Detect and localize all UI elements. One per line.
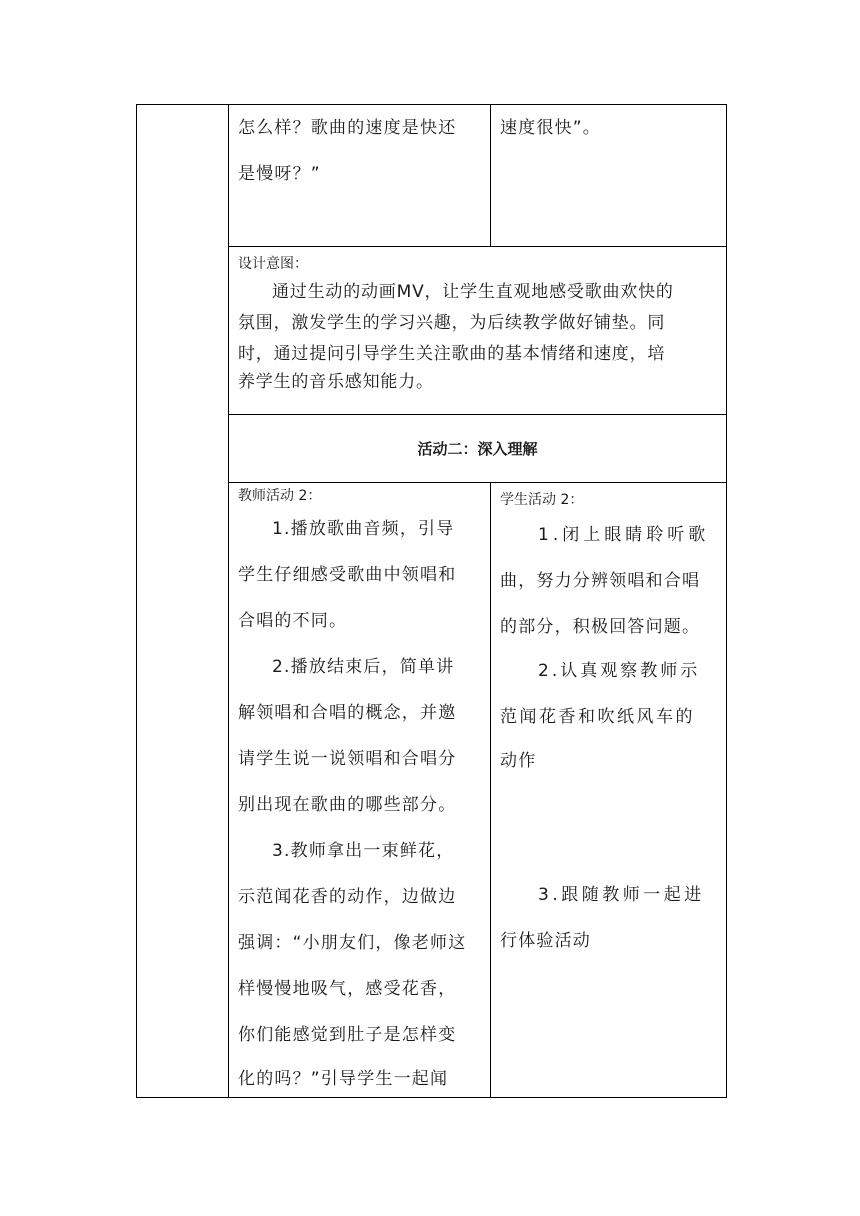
teacher-activity-line-2: 学生仔细感受歌曲中领唱和 bbox=[238, 565, 457, 585]
design-intent-label: 设计意图： bbox=[238, 256, 308, 272]
teacher-activity-line-6: 请学生说一说领唱和合唱分 bbox=[238, 749, 457, 769]
row1-middle-divider bbox=[490, 104, 491, 246]
teacher-activity-line-1: 1.播放歌曲音频，引导 bbox=[272, 519, 455, 539]
column-divider bbox=[228, 104, 229, 1098]
student-activity-line-8: 行体验活动 bbox=[500, 931, 591, 951]
teacher-activity-label: 教师活动 2： bbox=[238, 488, 322, 504]
student-activity-line-7: 3.跟随教师一起进 bbox=[538, 885, 705, 905]
teacher-activity-line-4: 2.播放结束后，简单讲 bbox=[272, 657, 455, 677]
student-continuation-line-1: 速度很快”。 bbox=[500, 118, 602, 138]
activity-title-cell bbox=[228, 414, 727, 482]
teacher-activity-line-7: 别出现在歌曲的哪些部分。 bbox=[238, 795, 457, 815]
teacher-activity-line-5: 解领唱和合唱的概念，并邀 bbox=[238, 703, 457, 723]
student-activity-line-6: 动作 bbox=[500, 751, 537, 771]
teacher-activity-line-11: 样慢慢地吸气，感受花香， bbox=[238, 979, 457, 999]
row-divider-3 bbox=[228, 482, 727, 483]
design-intent-line-2: 氛围，激发学生的学习兴趣，为后续教学做好铺垫。同 bbox=[238, 313, 666, 333]
teacher-activity-line-10: 强调：“小朋友们，像老师这 bbox=[238, 933, 467, 953]
student-activity-line-5: 范闻花香和吹纸风车的 bbox=[500, 707, 695, 727]
student-activity-line-4: 2.认真观察教师示 bbox=[538, 661, 701, 681]
teacher-activity-line-8: 3.教师拿出一束鲜花， bbox=[272, 841, 455, 861]
activity-title: 活动二：深入理解 bbox=[417, 439, 538, 458]
teacher-continuation-line-1: 怎么样？歌曲的速度是快还 bbox=[238, 118, 457, 138]
student-activity-line-3: 的部分，积极回答问题。 bbox=[500, 617, 701, 637]
teacher-continuation-line-2: 是慢呀？” bbox=[238, 164, 321, 184]
table-right-border bbox=[726, 104, 727, 1098]
design-intent-line-4: 养学生的音乐感知能力。 bbox=[238, 372, 434, 392]
activity-middle-divider bbox=[490, 482, 491, 1098]
teacher-activity-line-9: 示范闻花香的动作，边做边 bbox=[238, 887, 457, 907]
design-intent-line-3: 时，通过提问引导学生关注歌曲的基本情绪和速度，培 bbox=[238, 344, 666, 364]
teacher-activity-line-3: 合唱的不同。 bbox=[238, 611, 348, 631]
teacher-activity-line-13: 化的吗？”引导学生一起闻 bbox=[238, 1069, 449, 1089]
row-divider-1 bbox=[228, 246, 727, 247]
teacher-activity-line-12: 你们能感觉到肚子是怎样变 bbox=[238, 1025, 457, 1045]
student-activity-line-1: 1.闭上眼睛聆听歌 bbox=[538, 525, 710, 545]
design-intent-line-1: 通过生动的动画MV，让学生直观地感受歌曲欢快的 bbox=[272, 282, 674, 302]
student-activity-label: 学生活动 2： bbox=[500, 492, 584, 508]
student-activity-line-2: 曲，努力分辨领唱和合唱 bbox=[500, 571, 701, 591]
table-left-border bbox=[136, 104, 137, 1098]
